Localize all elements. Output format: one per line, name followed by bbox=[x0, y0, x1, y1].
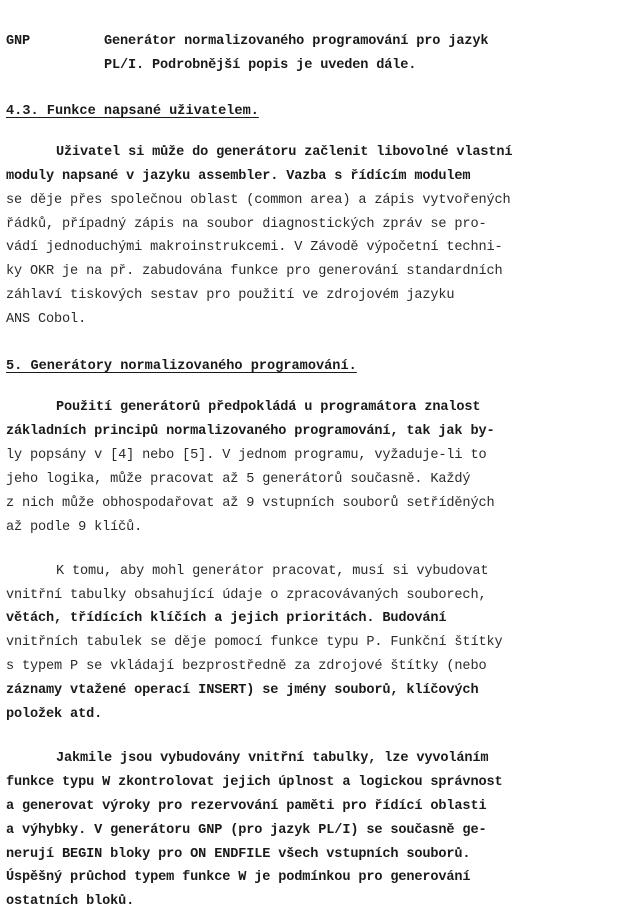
gnp-description-line-2: PL/I. Podrobnější popis je uveden dále. bbox=[104, 58, 417, 73]
section-4-3-line-8: ANS Cobol. bbox=[6, 312, 87, 327]
section-4-3-line-5: vádí jednoduchými makroinstrukcemi. V Závodě výpočetní techni- bbox=[6, 240, 503, 255]
section-5-p3-line-3: a generovat výroky pro rezervování paměti pro řídící oblasti bbox=[6, 799, 487, 814]
section-5-p2-line-3: větách, třídících klíčích a jejich prioritách. Budování bbox=[6, 611, 447, 626]
gnp-description-line-1: Generátor normalizovaného programování pro jazyk bbox=[104, 34, 489, 49]
section-5-p2-line-1: K tomu, aby mohl generátor pracovat, musí si vybudovat bbox=[56, 564, 489, 579]
section-4-3-heading: 4.3. Funkce napsané uživatelem. bbox=[6, 104, 259, 119]
section-5-p1-line-5: z nich může obhospodařovat až 9 vstupních souborů setříděných bbox=[6, 496, 495, 511]
section-4-3-line-1: Uživatel si může do generátoru začlenit libovolné vlastní bbox=[56, 145, 513, 160]
section-5-p3-line-4: a výhybky. V generátoru GNP (pro jazyk PL/I) se současně ge- bbox=[6, 823, 487, 838]
section-5-p1-line-4: jeho logika, může pracovat až 5 generátorů současně. Každý bbox=[6, 472, 471, 487]
section-5-p2-line-5: s typem P se vkládají bezprostředně za zdrojové štítky (nebo bbox=[6, 659, 487, 674]
section-5-p3-line-7: ostatních bloků. bbox=[6, 894, 135, 909]
section-4-3-line-2: moduly napsané v jazyku assembler. Vazba s řídícím modulem bbox=[6, 169, 471, 184]
gnp-abbreviation: GNP bbox=[6, 34, 31, 49]
section-5-p3-line-2: funkce typu W zkontrolovat jejich úplnost a logickou správnost bbox=[6, 775, 503, 790]
section-5-p3-line-1: Jakmile jsou vybudovány vnitřní tabulky, lze vyvoláním bbox=[56, 751, 489, 766]
section-5-p2-line-7: položek atd. bbox=[6, 707, 103, 722]
section-5-p3-line-5: nerují BEGIN bloky pro ON ENDFILE všech vstupních souborů. bbox=[6, 847, 471, 862]
section-5-p1-line-1: Použití generátorů předpokládá u programátora znalost bbox=[56, 400, 481, 415]
section-4-3-line-4: řádků, případný zápis na soubor diagnostických zpráv se pro- bbox=[6, 217, 487, 232]
section-5-p1-line-6: až podle 9 klíčů. bbox=[6, 520, 143, 535]
section-5-p3-line-6: Úspěšný průchod typem funkce W je podmínkou pro generování bbox=[6, 870, 471, 885]
section-4-3-line-3: se děje přes společnou oblast (common area) a zápis vytvořených bbox=[6, 193, 511, 208]
section-5-p2-line-6: záznamy vtažené operací INSERT) se jmény souborů, klíčových bbox=[6, 683, 479, 698]
section-5-p2-line-4: vnitřních tabulek se děje pomocí funkce typu P. Funkční štítky bbox=[6, 635, 503, 650]
section-5-p1-line-2: základních principů normalizovaného programování, tak jak by- bbox=[6, 424, 495, 439]
section-5-p1-line-3: ly popsány v [4] nebo [5]. V jednom programu, vyžaduje-li to bbox=[6, 448, 487, 463]
section-4-3-line-7: záhlaví tiskových sestav pro použití ve zdrojovém jazyku bbox=[6, 288, 455, 303]
section-5-heading: 5. Generátory normalizovaného programování. bbox=[6, 359, 357, 374]
section-4-3-line-6: ky OKR je na př. zabudována funkce pro generování standardních bbox=[6, 264, 503, 279]
section-5-p2-line-2: vnitřní tabulky obsahující údaje o zpracovávaných souborech, bbox=[6, 588, 487, 603]
